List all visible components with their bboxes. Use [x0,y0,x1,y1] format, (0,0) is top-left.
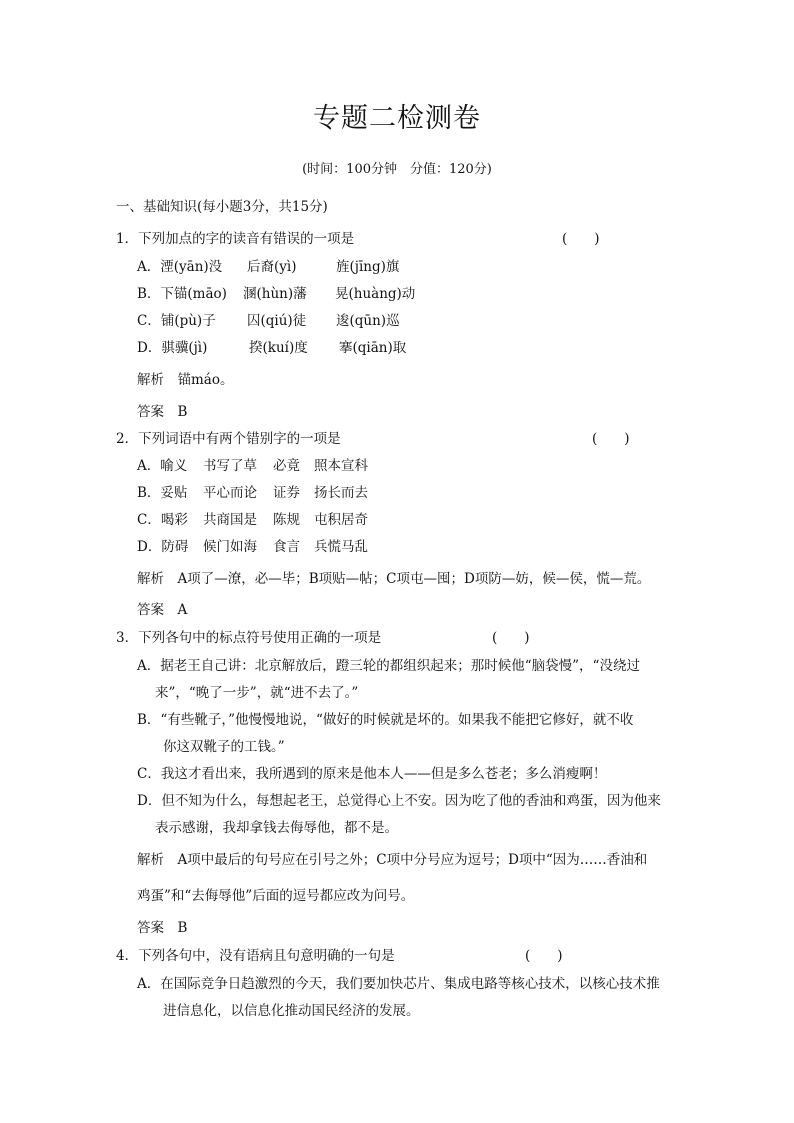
q1-option-d-2: 揆(kuí)度 [249,340,308,356]
question-4-stem: 4．下列各句中，没有语病且句意明确的一句是 [116,948,395,964]
q2-option-d-1: D．防碍 [137,539,189,555]
q2-option-b-2: 平心而论 [203,485,257,501]
q2-option-b-1: B．妥贴 [137,485,188,501]
q1-option-b-3: 晃(huàng)动 [335,286,416,302]
q1-answer: 答案 B [137,404,188,420]
q4-option-a-line1: A．在国际竞争日趋激烈的今天，我们要加快芯片、集成电路等核心技术，以核心技术推 [137,976,660,992]
question-3-stem: 3．下列各句中的标点符号使用正确的一项是 [116,630,382,646]
page-title: 专题二检测卷 [313,103,481,134]
question-2-answer-blank: ( ) [592,431,630,447]
q3-option-d-line1: D．但不知为什么，每想起老王，总觉得心上不安。因为吃了他的香油和鸡蛋，因为他来 [137,793,661,809]
q1-option-c-1: C．铺(pù)子 [137,313,216,329]
q2-option-c-4: 屯积居奇 [314,512,368,528]
q1-option-a-3: 旌(jīng)旗 [336,259,400,275]
q3-answer: 答案 B [137,920,188,936]
question-1-answer-blank: ( ) [562,231,600,247]
q3-option-a-line1: A．据老王自己讲：北京解放后，蹬三轮的都组织起来；那时候他“脑袋慢”，“没绕过 [137,658,640,674]
q2-option-c-2: 共商国是 [203,512,257,528]
q1-analysis: 解析 锚máo。 [137,372,234,388]
q2-option-a-4: 照本宣科 [314,458,368,474]
q3-option-b-line2: 你这双靴子的工钱。” [163,739,285,755]
q1-option-b-2: 溷(hùn)藩 [243,286,307,302]
q2-option-b-3: 证券 [273,485,300,501]
q2-option-d-2: 候门如海 [203,539,257,555]
q3-analysis-line2: 鸡蛋”和“去侮辱他”后面的逗号都应改为问号。 [137,888,415,904]
q2-analysis: 解析 A项了—潦，必—毕；B项贴—帖；C项屯—囤；D项防—妨，候—侯，慌—荒。 [137,571,651,587]
q3-analysis-line1: 解析 A项中最后的句号应在引号之外；C项中分号应为逗号；D项中“因为……香油和 [137,852,648,868]
q1-option-d-1: D．骐骥(jì) [137,340,208,356]
question-3-answer-blank: ( ) [492,630,530,646]
q2-option-d-4: 兵慌马乱 [314,539,368,555]
q1-option-c-2: 囚(qiú)徒 [247,313,307,329]
question-1-stem: 1．下列加点的字的读音有错误的一项是 [116,231,355,247]
q2-option-a-1: A．喻义 [137,458,188,474]
q1-option-c-3: 逡(qūn)巡 [336,313,400,329]
question-2-stem: 2．下列词语中有两个错别字的一项是 [116,431,341,447]
q2-option-d-3: 食言 [273,539,300,555]
q2-option-c-3: 陈规 [273,512,300,528]
q1-option-a-2: 后裔(yì) [247,259,297,275]
q1-option-b-1: B．下锚(māo) [137,286,227,302]
q4-option-a-line2: 进信息化，以信息化推动国民经济的发展。 [163,1003,420,1019]
q3-option-d-line2: 表示感谢，我却拿钱去侮辱他，都不是。 [155,820,398,836]
q2-option-b-4: 扬长而去 [314,485,368,501]
section-heading: 一、基础知识(每小题3分，共15分) [116,199,328,215]
q2-option-a-2: 书写了草 [203,458,257,474]
q1-option-d-3: 搴(qiān)取 [339,340,407,356]
q2-option-a-3: 必竟 [273,458,300,474]
q2-answer: 答案 A [137,602,188,618]
q3-option-a-line2: 来”，“晚了一步”，就“进不去了。” [155,685,359,701]
question-4-answer-blank: ( ) [525,948,563,964]
q3-option-c-line1: C．我这才看出来，我所遇到的原来是他本人——但是多么苍老；多么消瘦啊！ [137,766,607,782]
q2-option-c-1: C．喝彩 [137,512,188,528]
q1-option-a-1: A．湮(yān)没 [137,259,223,275]
exam-info: (时间：100分钟 分值：120分) [302,162,492,177]
q3-option-b-line1: B．“有些靴子，”他慢慢地说，“做好的时候就是坏的。如果我不能把它修好，就不收 [137,712,634,728]
